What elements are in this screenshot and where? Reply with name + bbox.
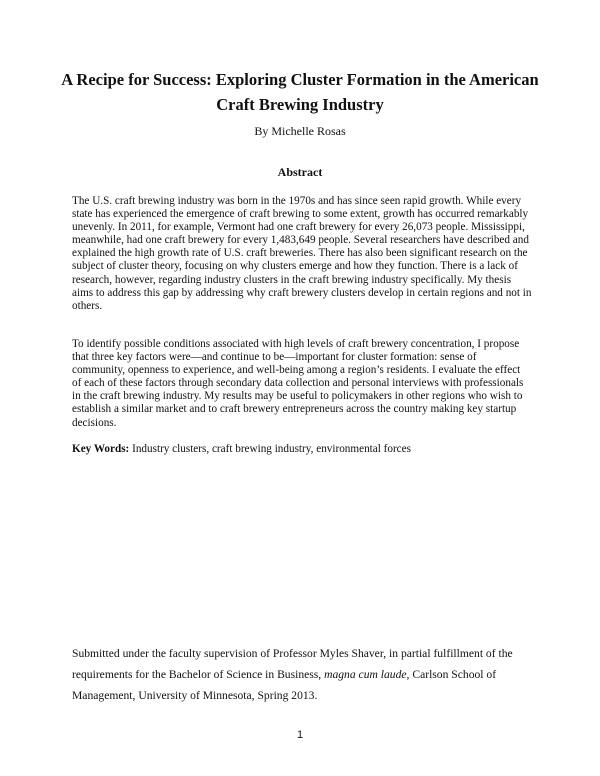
author-byline: By Michelle Rosas (254, 124, 346, 138)
abstract-paragraph-2: To identify possible conditions associated with high levels of craft brewery concentration, I propose that three key factors were—and continue to be—important for cluster formation: sense of community, openness to experience, and well-being among a region’s residents. I evaluate the effect of each of these factors through secondary data collection and personal interviews with professionals in the craft brewing industry. My results may be useful to policymakers in other regions who wish to establish a similar market and to craft brewery entrepreneurs across the country making key startup decisions. (72, 338, 524, 429)
keywords-label: Key Words: (72, 443, 130, 455)
page-number: 1 (296, 729, 304, 741)
submission-text-start: Submitted under the faculty supervision of Professor Myles Shaver, in partial fulfillment of the requirements for the Bachelor of Science in Business, (72, 647, 513, 681)
title-line-2: Craft Brewing Industry (216, 95, 384, 114)
keywords (72, 442, 532, 456)
title-line-1: A Recipe for Success: Exploring Cluster Formation in the American (61, 70, 539, 89)
abstract-paragraph-1: The U.S. craft brewing industry was born in the 1970s and has since seen rapid growth. While every state has experienced the emergence of craft brewing to some extent, growth has occurred remarkably unevenly. In 2011, for example, Vermont had one craft brewery for every 26,073 people. Mississippi, meanwhile, had one craft brewery for every 1,483,649 people. Several researchers have described and explained the high growth rate of U.S. craft breweries. There has also been significant research on the subject of cluster theory, focusing on why clusters emerge and how they function. There is a lack of research, however, regarding industry clusters in the craft brewing industry specifically. My thesis aims to address this gap by addressing why craft brewery clusters develop in certain regions and not in others. (72, 195, 532, 312)
keywords-text: Industry clusters, craft brewing industry, environmental forces (129, 443, 411, 455)
submission-honors: magna cum laude, (324, 668, 410, 681)
submission-note (72, 643, 542, 706)
submission-text-end: Carlson School of Management, University of Minnesota, Spring 2013. (72, 668, 497, 702)
abstract-heading: Abstract (277, 165, 323, 179)
